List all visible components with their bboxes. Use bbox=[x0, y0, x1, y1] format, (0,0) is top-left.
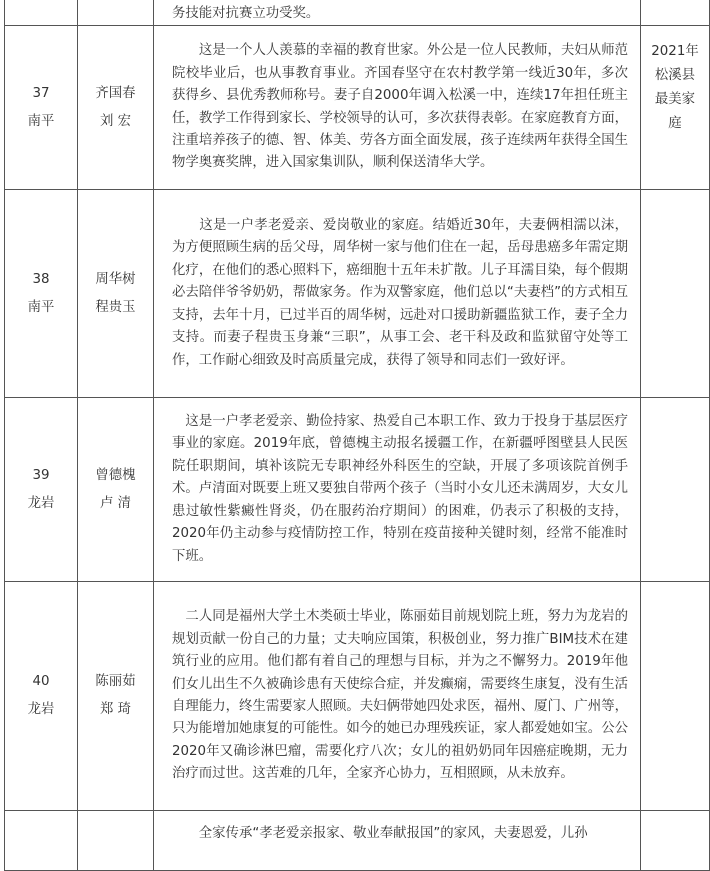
award-cell bbox=[641, 0, 710, 26]
row-number: 40 bbox=[32, 674, 50, 689]
number-cell bbox=[5, 811, 78, 871]
award-cell bbox=[641, 811, 710, 871]
table-row bbox=[5, 190, 710, 398]
table-row bbox=[5, 811, 710, 871]
member-name: 曾德槐 bbox=[95, 467, 136, 483]
names-cell bbox=[78, 811, 154, 871]
row-region: 南平 bbox=[27, 113, 55, 129]
description-text: 二人同是福州大学土木类硕士毕业，陈丽茹目前规划院上班，努力为龙岩的规划贡献一份自己的力量；丈夫响应国策，积极创业，努力推广BIM技术在建筑行业的应用。他们都有着自己的理想与目标，并为之不懈努力。2019年他们女儿出生不久被确诊患有天使综合症，并发癫痫，需要终生康复，没有生活自理能力，终生需要家人照顾。夫妇俩带她四处求医，福州、厦门、广州等，只为能增加她康复的可能性。如今的她已办理残疾证，家人都爱她如宝。公公2020年又确诊淋巴瘤，需要化疗八次；女儿的祖奶奶同年因癌症晚期，无力治疗而过世。这苦难的几年，全家齐心协力，互相照顾，从未放弃。 bbox=[172, 609, 628, 782]
description-cell bbox=[154, 26, 641, 190]
award-cell bbox=[641, 398, 710, 582]
row-number: 39 bbox=[32, 467, 50, 483]
row-number: 38 bbox=[32, 271, 50, 287]
description-text: 全家传承“孝老爱亲报家、敬业奉献报国”的家风，夫妻恩爱，儿孙 bbox=[172, 826, 588, 841]
row-region: 南平 bbox=[27, 299, 55, 315]
number-cell bbox=[5, 190, 78, 398]
table-row bbox=[5, 26, 710, 190]
names-cell bbox=[78, 190, 154, 398]
names-cell bbox=[78, 0, 154, 26]
award-cell bbox=[641, 190, 710, 398]
description-cell bbox=[154, 398, 641, 582]
member-name: 齐国春 bbox=[95, 85, 136, 101]
names-cell bbox=[78, 582, 154, 811]
member-name: 刘 宏 bbox=[99, 113, 132, 129]
number-cell bbox=[5, 26, 78, 190]
award-text: 最美家 bbox=[654, 92, 696, 107]
names-cell bbox=[78, 26, 154, 190]
member-name: 陈丽茹 bbox=[95, 674, 136, 689]
award-cell bbox=[641, 26, 710, 190]
member-name: 周华树 bbox=[95, 271, 136, 287]
award-text: 松溪县 bbox=[654, 68, 696, 83]
table-row bbox=[5, 398, 710, 582]
number-cell bbox=[5, 398, 78, 582]
row-region: 龙岩 bbox=[27, 702, 55, 717]
description-text: 务技能对抗赛立功受奖。 bbox=[172, 6, 320, 21]
row-number: 37 bbox=[32, 85, 50, 101]
description-cell bbox=[154, 582, 641, 811]
description-cell bbox=[154, 0, 641, 26]
names-cell bbox=[78, 398, 154, 582]
award-cell bbox=[641, 582, 710, 811]
member-name: 卢 清 bbox=[99, 495, 132, 511]
table-row bbox=[5, 582, 710, 811]
award-text: 2021年 bbox=[651, 44, 699, 59]
description-cell bbox=[154, 190, 641, 398]
description-text: 这是一户孝老爱亲、爱岗敬业的家庭。结婚近30年，夫妻俩相濡以沫，为方便照顾生病的岳父母，周华树一家与他们住在一起，岳母患癌多年需定期化疗，在他们的悉心照料下，癌细胞十五年未扩散。儿子耳濡目染，每个假期必去陪伴爷爷奶奶，帮做家务。作为双警家庭，他们总以“夫妻档”的方式相互支持，去年十月，已过半百的周华树，远赴对口援助新疆监狱工作，妻子全力支持。而妻子程贵玉身兼“三职”，从事工会、老干科及政和监狱留守处等工作，工作耐心细致及时高质量完成，获得了领导和同志们一致好评。 bbox=[172, 218, 628, 368]
member-name: 郑 琦 bbox=[99, 702, 132, 717]
description-text: 这是一个人人羡慕的幸福的教育世家。外公是一位人民教师，夫妇从师范院校毕业后，也从事教育事业。齐国春坚守在农村教学第一线近30年，多次获得乡、县优秀教师称号。妻子自2000年调入松溪一中，连续17年担任班主任，教学工作得到家长、学校领导的认可，多次获得表彰。在家庭教育方面，注重培养孩子的德、智、体美、劳各方面全面发展，孩子连续两年获得全国生物学奥赛奖牌，进入国家集训队，顺利保送清华大学。 bbox=[172, 43, 628, 171]
family-table bbox=[4, 0, 710, 871]
description-text: 这是一户孝老爱亲、勤俭持家、热爱自己本职工作、致力于投身于基层医疗事业的家庭。2019年底，曾德槐主动报名援疆工作，在新疆呼图壁县人民医院任职期间，填补该院无专职神经外科医生的空缺，开展了多项该院首例手术。卢清面对既要上班又要独自带两个孩子（当时小女儿还未满周岁，大女儿患过敏性紫癜性肾炎，仍在服药治疗期间）的困难，仍表示了积极的支持，2020年仍主动参与疫情防控工作，特别在疫苗接种关键时刻，经常不能准时下班。 bbox=[172, 414, 628, 564]
number-cell bbox=[5, 582, 78, 811]
row-region: 龙岩 bbox=[27, 495, 55, 511]
member-name: 程贵玉 bbox=[95, 299, 136, 315]
table-row bbox=[5, 0, 710, 26]
description-cell bbox=[154, 811, 641, 871]
award-text: 庭 bbox=[668, 116, 682, 131]
number-cell bbox=[5, 0, 78, 26]
